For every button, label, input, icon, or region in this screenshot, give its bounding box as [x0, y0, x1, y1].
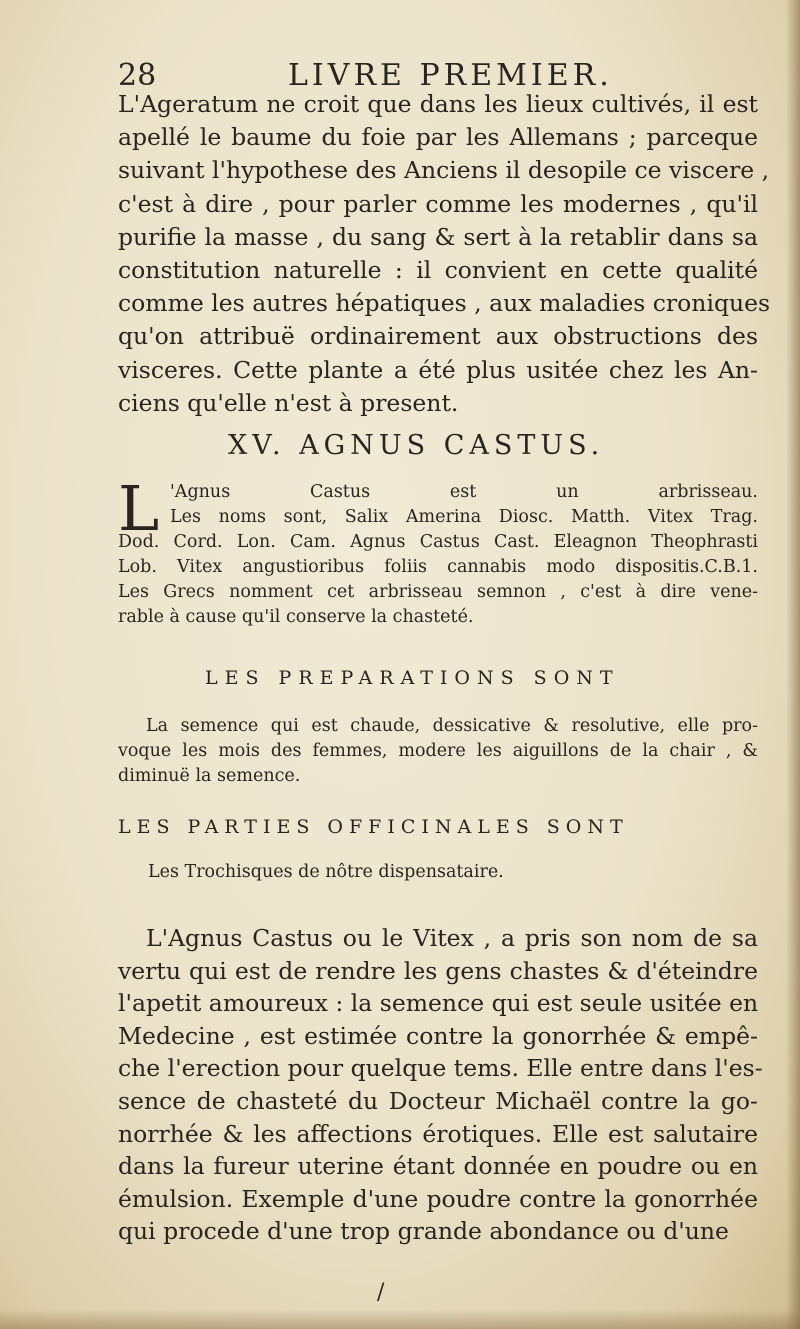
preparations-heading: LES PREPARATIONS SONT [205, 667, 620, 689]
text-line: voque les mois des femmes, modere les aiguillons de la chair , & [118, 741, 758, 761]
page-number: 28 [118, 58, 157, 93]
text-line: Medecine , est estimée contre la gonorrhée & empê- [118, 1021, 758, 1050]
names-paragraph [118, 472, 758, 630]
section-number: XV. [228, 430, 286, 461]
section-title: AGNUS CASTUS. [299, 430, 605, 461]
text-line: che l'erection pour quelque tems. Elle entre dans l'es- [118, 1054, 763, 1083]
drop-cap: L [118, 472, 160, 545]
text-line: sence de chasteté du Docteur Michaël contre la go- [118, 1086, 758, 1115]
signature-mark: / [377, 1280, 385, 1305]
text-line: dans la fureur uterine étant donnée en poudre ou en [118, 1152, 758, 1181]
preparations-paragraph [118, 714, 758, 789]
text-line: constitution naturelle : il convient en cette qualité [118, 256, 758, 285]
text-line: rable à cause qu'il conserve la chasteté. [118, 607, 474, 627]
text-line: L'Ageratum ne croit que dans les lieux cultivés, il est [118, 90, 758, 118]
text-line: L'Agnus Castus ou le Vitex , a pris son nom de sa [146, 924, 758, 952]
text-line: 'Agnus Castus est un arbrisseau. [170, 482, 758, 502]
text-line: purifie la masse , du sang & sert à la retablir dans sa [118, 222, 758, 251]
text-line: qui procede d'une trop grande abondance ou d'une [118, 1217, 729, 1246]
text-line: c'est à dire , pour parler comme les modernes , qu'il [118, 189, 758, 218]
page-edge-shadow [786, 0, 800, 1329]
officinal-item: Les Trochisques de nôtre dispensataire. [148, 862, 504, 882]
text-line: Les noms sont, Salix Amerina Diosc. Matth. Vitex Trag. [170, 507, 758, 527]
section-heading [228, 430, 604, 461]
text-line: visceres. Cette plante a été plus usitée chez les An- [118, 355, 758, 384]
text-line: Les Grecs nomment cet arbrisseau semnon , c'est à dire vene- [118, 582, 758, 602]
text-line: qu'on attribuë ordinairement aux obstructions des [118, 322, 758, 351]
text-line: l'apetit amoureux : la semence qui est seule usitée en [118, 989, 759, 1018]
ageratum-paragraph [118, 88, 771, 420]
text-line: Lob. Vitex angustioribus foliis cannabis modo dispositis.C.B.1. [118, 557, 758, 577]
vitex-paragraph [118, 922, 763, 1248]
text-line: ciens qu'elle n'est à present. [118, 388, 459, 417]
text-line: Dod. Cord. Lon. Cam. Agnus Castus Cast. Eleagnon Theophrasti [118, 532, 758, 552]
text-line: comme les autres hépatiques , aux maladies croniques [118, 289, 771, 318]
text-line: vertu qui est de rendre les gens chastes & d'éteindre [118, 956, 758, 985]
text-line: diminuë la semence. [118, 766, 301, 786]
officinal-heading: LES PARTIES OFFICINALES SONT [118, 816, 629, 838]
page-bottom-shadow [0, 1309, 800, 1329]
text-line: apellé le baume du foie par les Allemans ; parceque [118, 123, 758, 152]
text-line: suivant l'hypothese des Anciens il desopile ce viscere , [118, 156, 770, 185]
text-line: La semence qui est chaude, dessicative & resolutive, elle pro- [146, 716, 758, 736]
text-line: norrhée & les affections érotiques. Elle est salutaire [118, 1119, 758, 1148]
running-title: LIVRE PREMIER. [288, 58, 613, 93]
text-line: émulsion. Exemple d'une poudre contre la gonorrhée [118, 1184, 758, 1213]
